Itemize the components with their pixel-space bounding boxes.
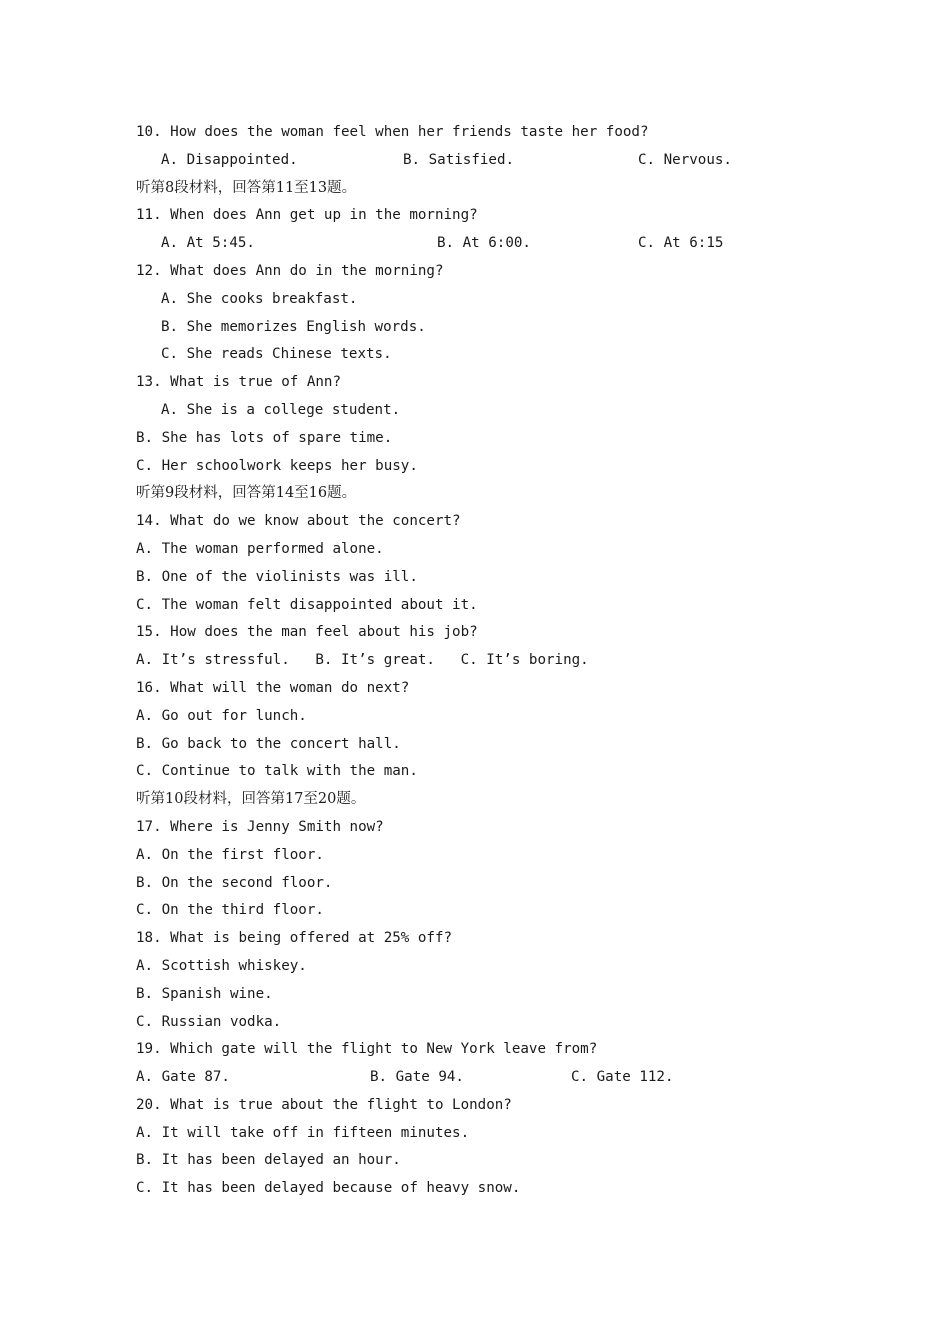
section-instruction: 听第10段材料，回答第17至20题。 [136,791,366,808]
answer-option: C. It has been delayed because of heavy snow. [136,1180,521,1197]
question-stem: 17. Where is Jenny Smith now? [136,818,384,835]
answer-option: A. Scottish whiskey. [136,957,307,974]
answer-option: B. It has been delayed an hour. [136,1152,401,1169]
option-a: A. At 5:45. [161,235,255,252]
option-b: B. At 6:00. [437,235,531,252]
option-b: B. Gate 94. [370,1069,464,1086]
answer-option: A. She cooks breakfast. [161,290,358,307]
answer-option: A. She is a college student. [161,401,401,418]
option-a: A. Disappointed. [161,151,298,168]
answer-option: C. Russian vodka. [136,1013,282,1030]
question-stem: 12. What does Ann do in the morning? [136,262,444,279]
answer-option: C. The woman felt disappointed about it. [136,596,478,613]
option-b: B. Satisfied. [403,151,515,168]
answer-option: A. Go out for lunch. [136,707,307,724]
answer-option: A. It will take off in fifteen minutes. [136,1124,470,1141]
answer-option: C. On the third floor. [136,902,324,919]
question-stem: 14. What do we know about the concert? [136,513,461,530]
question-stem: 11. When does Ann get up in the morning? [136,207,478,224]
answer-option: B. On the second floor. [136,874,333,891]
answer-option: A. It’s stressful. B. It’s great. C. It’s boring. [136,652,589,669]
question-stem: 18. What is being offered at 25% off? [136,930,453,947]
answer-option: B. She has lots of spare time. [136,429,393,446]
question-stem: 16. What will the woman do next? [136,679,410,696]
option-a: A. Gate 87. [136,1069,230,1086]
question-stem: 19. Which gate will the flight to New York leave from? [136,1041,598,1058]
answer-option: C. Her schoolwork keeps her busy. [136,457,418,474]
answer-option: B. Spanish wine. [136,985,273,1002]
section-instruction: 听第8段材料，回答第11至13题。 [136,179,357,196]
options-row [136,1064,856,1092]
answer-option: A. The woman performed alone. [136,540,384,557]
answer-option: C. She reads Chinese texts. [161,346,392,363]
answer-option: B. One of the violinists was ill. [136,568,418,585]
question-stem: 15. How does the man feel about his job? [136,624,478,641]
answer-option: A. On the first floor. [136,846,324,863]
section-instruction: 听第9段材料，回答第14至16题。 [136,485,357,502]
option-c: C. Nervous. [638,151,732,168]
question-stem: 10. How does the woman feel when her friends taste her food? [136,124,649,140]
answer-option: C. Continue to talk with the man. [136,763,418,780]
exam-questions [136,119,856,1203]
option-c: C. At 6:15 [638,235,724,252]
option-c: C. Gate 112. [571,1069,674,1086]
question-stem: 13. What is true of Ann? [136,374,341,391]
options-row [136,230,856,258]
answer-option: B. Go back to the concert hall. [136,735,401,752]
options-row [136,147,856,175]
question-stem: 20. What is true about the flight to London? [136,1096,512,1113]
answer-option: B. She memorizes English words. [161,318,426,335]
